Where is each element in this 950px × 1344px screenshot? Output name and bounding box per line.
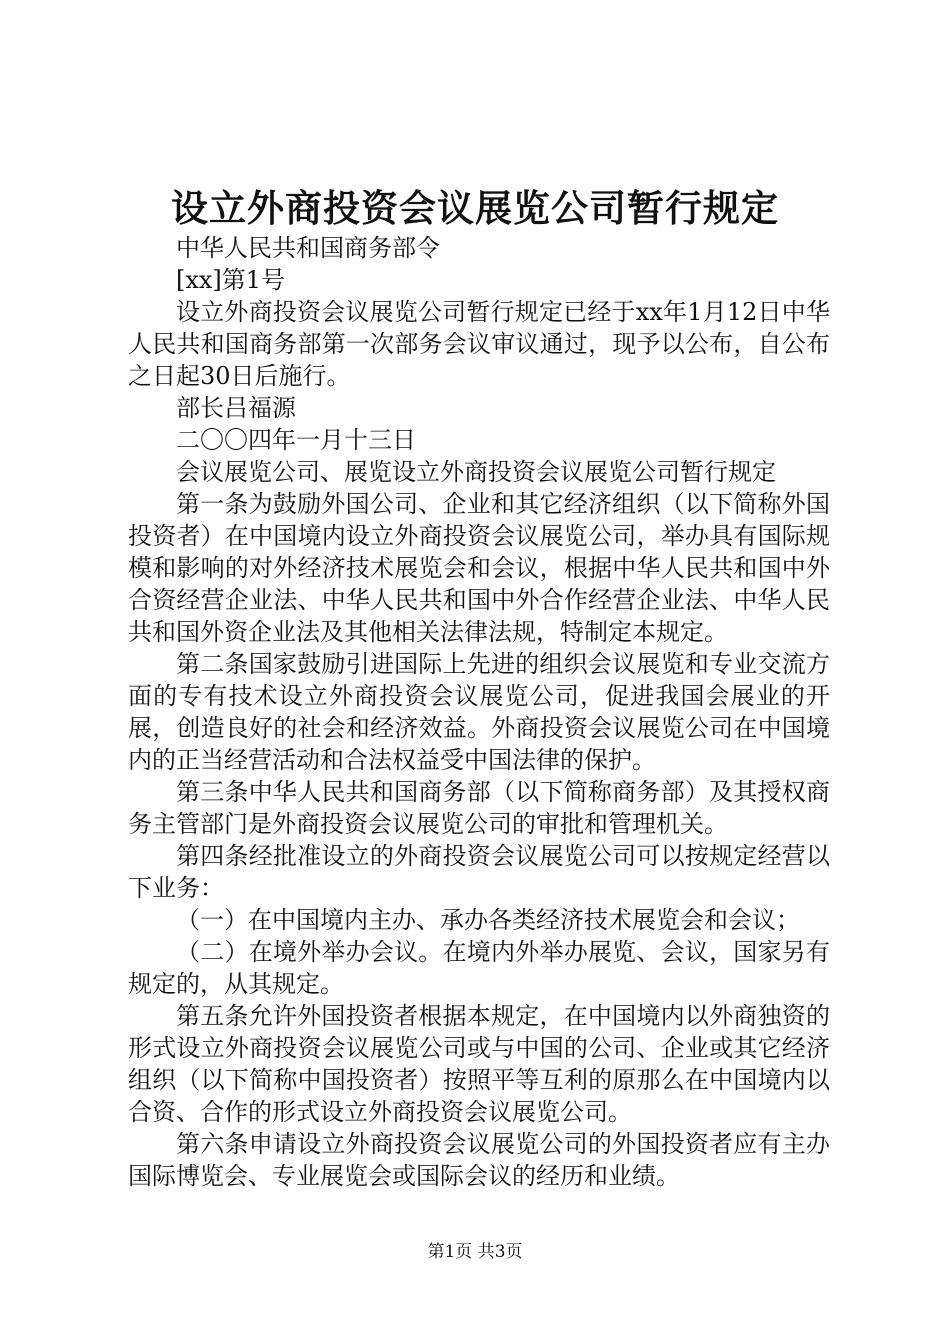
paragraph: 第五条允许外国投资者根据本规定，在中国境内以外商独资的形式设立外商投资会议展览公司或与中国的公司、企业或其它经济组织（以下简称中国投资者）按照平等互利的原那么在中国境内以合资、合作的形式设立外商投资会议展览公司。 <box>128 1002 830 1126</box>
paragraph: 设立外商投资会议展览公司暂行规定已经于xx年1月12日中华人民共和国商务部第一次部务会议审议通过，现予以公布，自公布之日起30日后施行。 <box>128 298 830 390</box>
paragraph: 第六条申请设立外商投资会议展览公司的外国投资者应有主办国际博览会、专业展览会或国际会议的经历和业绩。 <box>128 1130 830 1190</box>
paragraph: [xx]第1号 <box>176 266 286 294</box>
paragraph: 第二条国家鼓励引进国际上先进的组织会议展览和专业交流方面的专有技术设立外商投资会议展览公司，促进我国会展业的开展，创造良好的社会和经济效益。外商投资会议展览公司在中国境内的正当经营活动和合法权益受中国法律的保护。 <box>128 650 830 774</box>
paragraph: 中华人民共和国商务部令 <box>176 234 440 262</box>
paragraph: 第四条经批准设立的外商投资会议展览公司可以按规定经营以下业务： <box>128 842 830 902</box>
paragraph: （二）在境外举办会议。在境内外举办展览、会议，国家另有规定的，从其规定。 <box>128 938 830 998</box>
paragraph: 第一条为鼓励外国公司、企业和其它经济组织（以下简称外国投资者）在中国境内设立外商投资会议展览公司，举办具有国际规模和影响的对外经济技术展览会和会议，根据中华人民共和国中外合资经营企业法、中华人民共和国中外合作经营企业法、中华人民共和国外资企业法及其他相关法律法规，特制定本规定。 <box>128 490 830 646</box>
paragraph: 第三条中华人民共和国商务部（以下简称商务部）及其授权商务主管部门是外商投资会议展览公司的审批和管理机关。 <box>128 778 830 838</box>
paragraph: 部长吕福源 <box>176 394 296 422</box>
document-title: 设立外商投资会议展览公司暂行规定 <box>171 186 779 230</box>
page-footer: 第1页 共3页 <box>427 1242 523 1262</box>
document-body <box>128 232 830 1192</box>
paragraph: （一）在中国境内主办、承办各类经济技术展览会和会议； <box>176 906 800 934</box>
paragraph: 会议展览公司、展览设立外商投资会议展览公司暂行规定 <box>176 458 776 486</box>
paragraph: 二〇〇四年一月十三日 <box>176 426 416 454</box>
